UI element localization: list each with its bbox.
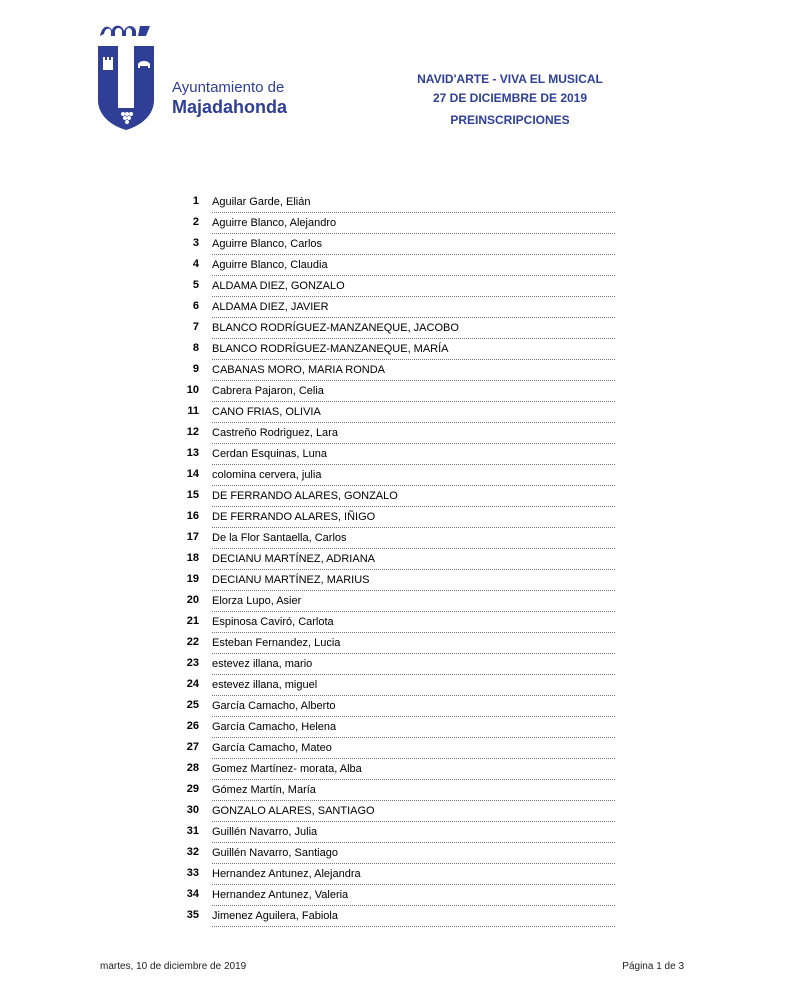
row-number: 15 xyxy=(186,489,199,501)
list-row xyxy=(175,550,615,571)
list-row xyxy=(175,466,615,487)
row-number: 2 xyxy=(192,216,199,228)
row-name: colomina cervera, julia xyxy=(212,469,615,486)
list-row xyxy=(175,382,615,403)
list-row xyxy=(175,592,615,613)
row-number: 11 xyxy=(187,405,199,417)
row-name: Cabrera Pajaron, Celia xyxy=(212,385,615,402)
row-number: 35 xyxy=(186,909,199,921)
list-row xyxy=(175,634,615,655)
row-name: DECIANU MARTÍNEZ, ADRIANA xyxy=(212,553,615,570)
list-row xyxy=(175,319,615,340)
row-number: 4 xyxy=(192,258,199,270)
list-row xyxy=(175,760,615,781)
list-row xyxy=(175,571,615,592)
row-number: 23 xyxy=(186,657,199,669)
row-name: García Camacho, Helena xyxy=(212,721,615,738)
document-title xyxy=(380,70,640,130)
row-number: 34 xyxy=(186,888,199,900)
majadahonda-logo xyxy=(96,22,156,132)
row-number: 14 xyxy=(186,468,199,480)
row-name: García Camacho, Alberto xyxy=(212,700,615,717)
list-row xyxy=(175,424,615,445)
list-row xyxy=(175,655,615,676)
row-name: Espinosa Caviró, Carlota xyxy=(212,616,615,633)
row-name: Aguirre Blanco, Alejandro xyxy=(212,217,615,234)
row-name: Guillén Navarro, Santiago xyxy=(212,847,615,864)
list-row xyxy=(175,193,615,214)
list-row xyxy=(175,340,615,361)
row-name: DE FERRANDO ALARES, IÑIGO xyxy=(212,511,615,528)
row-name: Jimenez Aguilera, Fabiola xyxy=(212,910,615,927)
list-row xyxy=(175,403,615,424)
list-row xyxy=(175,361,615,382)
list-row xyxy=(175,886,615,907)
list-row xyxy=(175,781,615,802)
row-name: Castreño Rodriguez, Lara xyxy=(212,427,615,444)
row-number: 30 xyxy=(186,804,199,816)
row-name: Hernandez Antunez, Alejandra xyxy=(212,868,615,885)
row-name: Gomez Martínez- morata, Alba xyxy=(212,763,615,780)
row-name: estevez illana, miguel xyxy=(212,679,615,696)
row-number: 25 xyxy=(186,699,199,711)
list-row xyxy=(175,865,615,886)
row-number: 5 xyxy=(192,279,199,291)
row-name: Aguilar Garde, Elián xyxy=(212,196,615,213)
row-name: Aguirre Blanco, Claudia xyxy=(212,259,615,276)
list-row xyxy=(175,613,615,634)
list-row xyxy=(175,907,615,928)
list-row xyxy=(175,529,615,550)
row-name: DECIANU MARTÍNEZ, MARIUS xyxy=(212,574,615,591)
registration-list xyxy=(175,193,615,928)
footer-date: martes, 10 de diciembre de 2019 xyxy=(100,961,247,972)
org-line2: Majadahonda xyxy=(172,97,288,117)
row-name: García Camacho, Mateo xyxy=(212,742,615,759)
row-name: CABANAS MORO, MARIA RONDA xyxy=(212,364,615,381)
organization-name xyxy=(172,80,287,116)
row-name: Esteban Fernandez, Lucia xyxy=(212,637,615,654)
row-number: 3 xyxy=(192,237,199,249)
row-number: 19 xyxy=(186,573,199,585)
row-number: 24 xyxy=(186,678,199,690)
row-name: Gómez Martín, María xyxy=(212,784,615,801)
row-number: 26 xyxy=(186,720,199,732)
row-number: 28 xyxy=(186,762,199,774)
row-name: Elorza Lupo, Asier xyxy=(212,595,615,612)
row-name: ALDAMA DIEZ, JAVIER xyxy=(212,301,615,318)
row-name: Aguirre Blanco, Carlos xyxy=(212,238,615,255)
list-row xyxy=(175,508,615,529)
list-row xyxy=(175,676,615,697)
list-row xyxy=(175,823,615,844)
list-row xyxy=(175,235,615,256)
list-row xyxy=(175,697,615,718)
list-row xyxy=(175,739,615,760)
title-section: PREINSCRIPCIONES xyxy=(450,113,570,127)
list-row xyxy=(175,487,615,508)
row-number: 6 xyxy=(192,300,199,312)
row-name: CANO FRIAS, OLIVIA xyxy=(212,406,615,423)
row-number: 18 xyxy=(186,552,199,564)
title-date: 27 DE DICIEMBRE DE 2019 xyxy=(432,91,588,105)
row-name: Hernandez Antunez, Valeria xyxy=(212,889,615,906)
row-number: 17 xyxy=(186,531,199,543)
title-event: NAVID'ARTE - VIVA EL MUSICAL xyxy=(417,72,603,86)
list-row xyxy=(175,718,615,739)
list-row xyxy=(175,298,615,319)
footer-page-number: Página 1 de 3 xyxy=(622,961,684,972)
list-row xyxy=(175,802,615,823)
list-row xyxy=(175,256,615,277)
row-number: 9 xyxy=(192,363,199,375)
list-row xyxy=(175,844,615,865)
row-name: Guillén Navarro, Julia xyxy=(212,826,615,843)
list-row xyxy=(175,214,615,235)
row-number: 13 xyxy=(186,447,199,459)
row-name: De la Flor Santaella, Carlos xyxy=(212,532,615,549)
row-number: 27 xyxy=(186,741,199,753)
row-number: 33 xyxy=(186,867,199,879)
list-row xyxy=(175,277,615,298)
row-number: 12 xyxy=(186,426,199,438)
row-number: 21 xyxy=(186,615,199,627)
row-name: BLANCO RODRÍGUEZ-MANZANEQUE, JACOBO xyxy=(212,322,615,339)
row-number: 31 xyxy=(186,825,199,837)
row-name: DE FERRANDO ALARES, GONZALO xyxy=(212,490,615,507)
row-number: 20 xyxy=(186,594,199,606)
row-name: BLANCO RODRÍGUEZ-MANZANEQUE, MARÍA xyxy=(212,343,615,360)
row-number: 10 xyxy=(186,384,199,396)
row-name: Cerdan Esquinas, Luna xyxy=(212,448,615,465)
row-number: 8 xyxy=(192,342,199,354)
row-number: 7 xyxy=(192,321,199,333)
row-name: estevez illana, mario xyxy=(212,658,615,675)
row-name: GONZALO ALARES, SANTIAGO xyxy=(212,805,615,822)
list-row xyxy=(175,445,615,466)
row-number: 29 xyxy=(186,783,199,795)
row-number: 32 xyxy=(186,846,199,858)
org-line1: Ayuntamiento de xyxy=(172,79,285,96)
row-number: 16 xyxy=(186,510,199,522)
row-number: 1 xyxy=(192,195,199,207)
row-name: ALDAMA DIEZ, GONZALO xyxy=(212,280,615,297)
row-number: 22 xyxy=(186,636,199,648)
